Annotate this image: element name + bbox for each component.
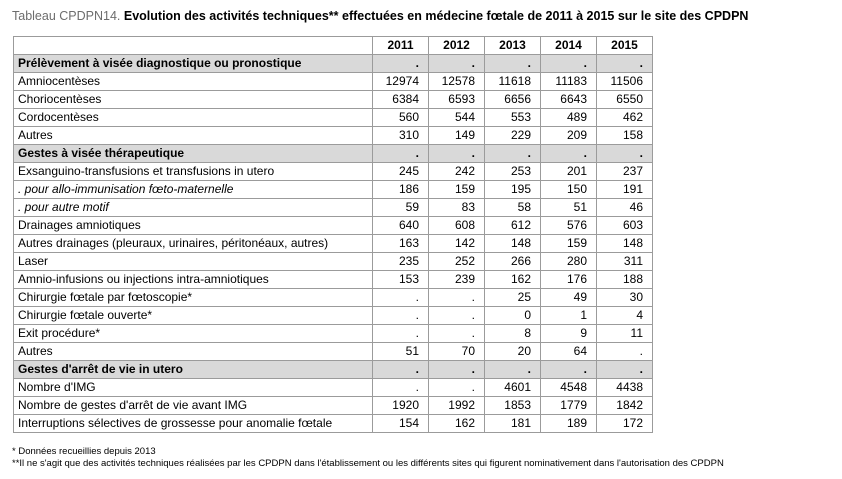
- table-row: [14, 343, 653, 361]
- header-year: 2011: [373, 37, 429, 55]
- value-cell: 242: [429, 163, 485, 181]
- value-cell: 59: [373, 199, 429, 217]
- table-row: [14, 235, 653, 253]
- row-label: Amniocentèses: [14, 73, 373, 91]
- value-cell: 49: [541, 289, 597, 307]
- value-cell: 576: [541, 217, 597, 235]
- value-cell: 148: [485, 235, 541, 253]
- value-cell: 201: [541, 163, 597, 181]
- value-cell: .: [541, 361, 597, 379]
- row-label: Exit procédure*: [14, 325, 373, 343]
- value-cell: 20: [485, 343, 541, 361]
- table-title: [12, 9, 832, 23]
- value-cell: .: [429, 145, 485, 163]
- value-cell: 229: [485, 127, 541, 145]
- value-cell: 9: [541, 325, 597, 343]
- table-row: [14, 325, 653, 343]
- value-cell: 640: [373, 217, 429, 235]
- value-cell: .: [485, 361, 541, 379]
- value-cell: 553: [485, 109, 541, 127]
- value-cell: 158: [597, 127, 653, 145]
- table-number: Tableau CPDPN14.: [12, 9, 121, 23]
- value-cell: 11183: [541, 73, 597, 91]
- value-cell: .: [597, 343, 653, 361]
- value-cell: 148: [597, 235, 653, 253]
- value-cell: 159: [429, 181, 485, 199]
- value-cell: 1779: [541, 397, 597, 415]
- value-cell: 195: [485, 181, 541, 199]
- value-cell: .: [429, 379, 485, 397]
- value-cell: .: [597, 145, 653, 163]
- value-cell: .: [373, 145, 429, 163]
- value-cell: 11506: [597, 73, 653, 91]
- value-cell: 237: [597, 163, 653, 181]
- value-cell: 191: [597, 181, 653, 199]
- value-cell: 6593: [429, 91, 485, 109]
- table-row: [14, 379, 653, 397]
- value-cell: 186: [373, 181, 429, 199]
- row-label: . pour autre motif: [14, 199, 373, 217]
- row-label: Nombre d'IMG: [14, 379, 373, 397]
- table-row: [14, 307, 653, 325]
- header-year: 2015: [597, 37, 653, 55]
- value-cell: 4: [597, 307, 653, 325]
- section-header-row: [14, 55, 653, 73]
- value-cell: 162: [429, 415, 485, 433]
- value-cell: 252: [429, 253, 485, 271]
- value-cell: 544: [429, 109, 485, 127]
- table-row: [14, 271, 653, 289]
- row-label: Autres drainages (pleuraux, urinaires, péritonéaux, autres): [14, 235, 373, 253]
- value-cell: 25: [485, 289, 541, 307]
- row-label: Laser: [14, 253, 373, 271]
- header-year: 2013: [485, 37, 541, 55]
- value-cell: 6656: [485, 91, 541, 109]
- row-label: Amnio-infusions ou injections intra-amniotiques: [14, 271, 373, 289]
- value-cell: .: [597, 55, 653, 73]
- value-cell: 1920: [373, 397, 429, 415]
- value-cell: 64: [541, 343, 597, 361]
- value-cell: 83: [429, 199, 485, 217]
- value-cell: .: [373, 289, 429, 307]
- value-cell: 11618: [485, 73, 541, 91]
- value-cell: 603: [597, 217, 653, 235]
- table-row: [14, 217, 653, 235]
- value-cell: 6550: [597, 91, 653, 109]
- value-cell: 608: [429, 217, 485, 235]
- value-cell: 51: [541, 199, 597, 217]
- activity-table: [13, 36, 653, 433]
- value-cell: 245: [373, 163, 429, 181]
- value-cell: 6643: [541, 91, 597, 109]
- table-row: [14, 415, 653, 433]
- value-cell: .: [597, 361, 653, 379]
- row-label: . pour allo-immunisation fœto-maternelle: [14, 181, 373, 199]
- header-label-cell: [14, 37, 373, 55]
- value-cell: 266: [485, 253, 541, 271]
- value-cell: 162: [485, 271, 541, 289]
- value-cell: .: [429, 307, 485, 325]
- table-description: Evolution des activités techniques** effectuées en médecine fœtale de 2011 à 2015 sur le site des CPDPN: [120, 9, 749, 23]
- table-row: [14, 127, 653, 145]
- value-cell: 310: [373, 127, 429, 145]
- table-row: [14, 289, 653, 307]
- section-header-row: [14, 145, 653, 163]
- row-label: Gestes d'arrêt de vie in utero: [14, 361, 373, 379]
- footnote: **Il ne s'agit que des activités techniques réalisées par les CPDPN dans l'établissement ou les différents sites qui figurent nominativement dans l'autorisation des CPDPN: [12, 458, 724, 469]
- value-cell: 1853: [485, 397, 541, 415]
- value-cell: 235: [373, 253, 429, 271]
- value-cell: 150: [541, 181, 597, 199]
- table-header-row: [14, 37, 653, 55]
- row-label: Chirurgie fœtale par fœtoscopie*: [14, 289, 373, 307]
- value-cell: .: [429, 325, 485, 343]
- value-cell: 163: [373, 235, 429, 253]
- value-cell: 280: [541, 253, 597, 271]
- value-cell: 154: [373, 415, 429, 433]
- value-cell: 8: [485, 325, 541, 343]
- value-cell: .: [373, 361, 429, 379]
- value-cell: 1: [541, 307, 597, 325]
- value-cell: 209: [541, 127, 597, 145]
- row-label: Interruptions sélectives de grossesse pour anomalie fœtale: [14, 415, 373, 433]
- row-label: Prélèvement à visée diagnostique ou pronostique: [14, 55, 373, 73]
- table-row: [14, 181, 653, 199]
- value-cell: .: [429, 289, 485, 307]
- value-cell: 30: [597, 289, 653, 307]
- value-cell: 311: [597, 253, 653, 271]
- value-cell: 4548: [541, 379, 597, 397]
- value-cell: 46: [597, 199, 653, 217]
- row-label: Nombre de gestes d'arrêt de vie avant IMG: [14, 397, 373, 415]
- value-cell: 6384: [373, 91, 429, 109]
- value-cell: 181: [485, 415, 541, 433]
- row-label: Cordocentèses: [14, 109, 373, 127]
- value-cell: 4438: [597, 379, 653, 397]
- value-cell: 0: [485, 307, 541, 325]
- value-cell: .: [541, 145, 597, 163]
- table-row: [14, 109, 653, 127]
- value-cell: .: [541, 55, 597, 73]
- table-row: [14, 163, 653, 181]
- row-label: Gestes à visée thérapeutique: [14, 145, 373, 163]
- value-cell: 172: [597, 415, 653, 433]
- value-cell: .: [485, 145, 541, 163]
- row-label: Choriocentèses: [14, 91, 373, 109]
- row-label: Chirurgie fœtale ouverte*: [14, 307, 373, 325]
- row-label: Autres: [14, 127, 373, 145]
- value-cell: 12578: [429, 73, 485, 91]
- value-cell: 142: [429, 235, 485, 253]
- value-cell: 560: [373, 109, 429, 127]
- value-cell: 11: [597, 325, 653, 343]
- table-row: [14, 73, 653, 91]
- header-year: 2014: [541, 37, 597, 55]
- value-cell: 153: [373, 271, 429, 289]
- row-label: Autres: [14, 343, 373, 361]
- section-header-row: [14, 361, 653, 379]
- value-cell: .: [373, 379, 429, 397]
- value-cell: .: [373, 55, 429, 73]
- value-cell: 4601: [485, 379, 541, 397]
- footnotes: [12, 446, 724, 470]
- value-cell: 51: [373, 343, 429, 361]
- value-cell: 149: [429, 127, 485, 145]
- value-cell: 176: [541, 271, 597, 289]
- value-cell: 188: [597, 271, 653, 289]
- footnote: * Données recueillies depuis 2013: [12, 446, 156, 457]
- value-cell: 612: [485, 217, 541, 235]
- table-row: [14, 91, 653, 109]
- value-cell: .: [429, 361, 485, 379]
- value-cell: 253: [485, 163, 541, 181]
- value-cell: 1842: [597, 397, 653, 415]
- table-row: [14, 199, 653, 217]
- row-label: Drainages amniotiques: [14, 217, 373, 235]
- value-cell: .: [429, 55, 485, 73]
- value-cell: .: [373, 307, 429, 325]
- value-cell: 489: [541, 109, 597, 127]
- value-cell: 189: [541, 415, 597, 433]
- value-cell: 58: [485, 199, 541, 217]
- value-cell: 462: [597, 109, 653, 127]
- header-year: 2012: [429, 37, 485, 55]
- value-cell: .: [373, 325, 429, 343]
- value-cell: 70: [429, 343, 485, 361]
- value-cell: 159: [541, 235, 597, 253]
- value-cell: .: [485, 55, 541, 73]
- row-label: Exsanguino-transfusions et transfusions in utero: [14, 163, 373, 181]
- value-cell: 1992: [429, 397, 485, 415]
- value-cell: 239: [429, 271, 485, 289]
- value-cell: 12974: [373, 73, 429, 91]
- table-row: [14, 397, 653, 415]
- table-row: [14, 253, 653, 271]
